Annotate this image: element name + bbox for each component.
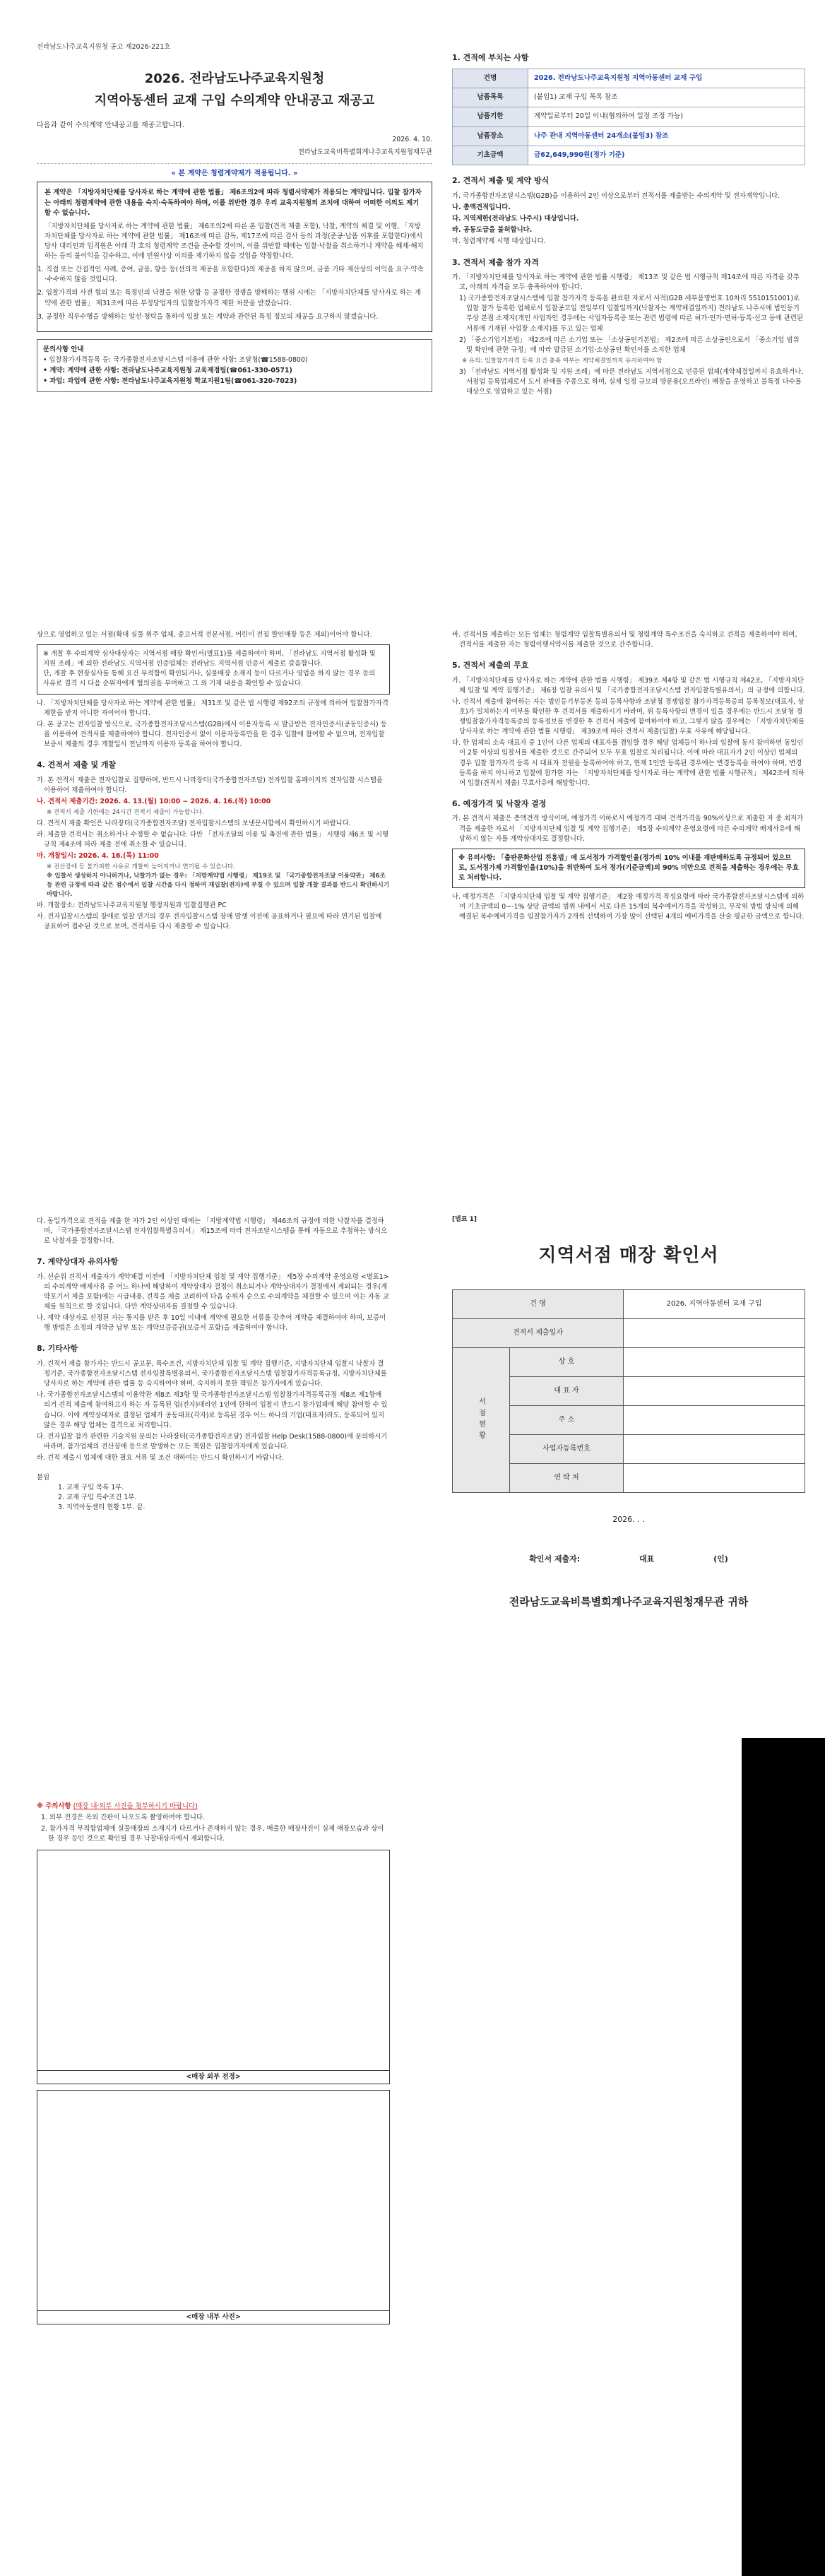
list-item: 가. 국가종합전자조달시스템(G2B)을 이용하여 2인 이상으로부터 견적서를 제출받는 수의계약 및 전자계약입니다. xyxy=(452,191,781,200)
integrity-para: 본 계약은 「지방자치단체를 당사자로 하는 계약에 관한 법률」 제6조의2에 따라 청렴서약제가 적용되는 계약입니다. 입찰 참가자는 아래의 청렴계약에 관한 내용을 숙지·숙독하여야 하며, 이를 위반한 경우 우리 교육지원청의 조치에 대하여 어떠한 이의도 제기할 수 없습니다. xyxy=(44,189,422,217)
section-heading: 3. 견적서 제출 참가 자격 xyxy=(452,257,539,267)
photo-caption: <매장 내부 사진> xyxy=(37,2310,389,2322)
table-value: (붙임1) 교재 구입 목록 참조 xyxy=(528,88,805,107)
bidder-label: 서점현황 xyxy=(453,1347,510,1492)
contact-box xyxy=(37,339,432,392)
list-item: 다. 전자입찰 참가 관련한 기술지원 문의는 나라장터(국가종합전자조달) 전자입찰 Help Desk(1588-0800)에 문의하시기 바라며, 참가업체의 전산장애 등으로 발생하는 모든 책임은 입찰참가자에게 있습니다. xyxy=(37,1432,388,1451)
cert-field[interactable] xyxy=(624,1463,805,1492)
integrity-box xyxy=(37,182,432,331)
table-value: 나주 관내 지역아동센터 24개소(붙임3) 참조 xyxy=(528,126,805,146)
list-item: 마. 개찰일시: 2026. 4. 16.(목) 11:00 xyxy=(37,852,159,861)
notice-box xyxy=(37,644,390,694)
integrity-para: 「지방자치단체를 당사자로 하는 계약에 관한 법률」 제6조의2에 따른 본 입찰(견적 제출 포함), 낙찰, 계약의 체결 및 이행, 「지방자치단체를 당사자로 하는 계약에 관한 법률」 제16조에 따른 감독, 제17조에 따른 검사 등의 과정(준공·납품 이후를 포함한다)에서 당사 대리인과 임직원은 아래 각 호의 청렴계약 조건을 준수할 것이며, 이를 위반할 때에는 입찰·낙찰을 취소하거나 계약을 해제·해지하는 등의 불이익을 감수하고, 이에 민원사상 이의를 제기하지 않을 것임을 약정합니다. xyxy=(44,222,424,261)
paragraph: 나. 「지방자치단체를 당사자로 하는 계약에 관한 법률」 제31조 및 같은 법 시행령 제92조의 규정에 의하여 입찰참가자격 제한을 받지 아니한 자이어야 합니다. xyxy=(37,699,388,717)
note: ※ 견적서 제출 기한에는 24시간 견적서 제출이 가능합니다. xyxy=(47,808,204,816)
list-item: 라. 견적 제출시 업체에 대한 필요 서류 및 조건 대하여는 반드시 확인하시기 바랍니다. xyxy=(37,1453,284,1462)
table-label: 납품장소 xyxy=(453,126,528,146)
table-label: 건명 xyxy=(453,69,528,88)
doc-title: 2026. 전라남도나주교육지원청 xyxy=(144,71,325,87)
note: ※ 입찰서 생성하지 아니하거나, 낙찰가가 없는 경우: 「지방계약법 시행령」 제19조 및 「국가종합전자조달 이용약관」 제6조 등 관련 규정에 따라 같은 점수에서 입찰 시간을 다시 정하여 재입찰(전자)에 부칠 수 있으며 입찰 개찰 결과를 반드시 확인하시기 바랍니다. xyxy=(47,873,390,898)
black-region xyxy=(742,1738,825,2576)
section-heading: 1. 견적에 부치는 사항 xyxy=(452,53,529,62)
list-item: 가. 본 견적서 제출은 전자입찰로 집행하며, 반드시 나라장터(국가종합전자조달) 전자입찰 홈페이지의 전자입찰 시스템을 이용하여 제출하여야 합니다. xyxy=(37,776,383,794)
warning-box: ※ 유의사항: 「출판문화산업 진흥법」에 도서정가 가격할인율(정가의 10% 이내를 재판매하도록 규정되어 있으므로, 도서정가제 가격할인율(10%)을 위반하여 도서 정가(기준금액)의 90% 미만으로 견적을 제출하는 경우에는 무효로 처리합니다. xyxy=(452,849,805,888)
cert-label: 견적서 제출일자 xyxy=(453,1318,624,1347)
contact-line: • 계약: 계약에 관한 사항: 전라남도나주교육지원청 교육재정팀(☎061-330-0571) xyxy=(43,367,292,374)
attach-title: 붙임 xyxy=(37,1474,50,1482)
list-item: 다. 한 업체의 소속 대표자 중 1인이 다른 업체의 대표자를 겸임할 경우 해당 업체들이 하나의 입찰에 동시 참여하면 동일인이 2통 이상의 입찰서를 제출한 것으로 간주되어 모두 무효 입찰로 처리됩니다. 이에 따라 대표자가 2인 이상인 업체의 경우 입찰 참가자격 등록 시 대표자 전원을 등록하여야 하고, 현재 1인만 등록된 경우에는 변경등록을 하여야 하며, 변경등록을 하지 아니하고 입찰에 참가한 자는 「지방자치단체를 당사자로 하는 계약에 관한 법률 시행규칙」 제42조에 의하여 입찰(견적서 제출) 무효사유에 해당합니다. xyxy=(452,739,805,787)
list-item: 나. 예정가격은 「지방자치단체 입찰 및 계약 집행기준」 제2장 예정가격 작성요령에 따라 국가종합전자조달시스템에 의하여 기초금액의 0~-1% 상당 금액의 범위 내에서 서로 다른 15개의 복수예비가격을 작성하고, 무작위 방법 방식에 의해 예결된 복수예비가격을 입찰참가자가 2개씩 선택하여 가장 많이 선택된 4개의 예비가격을 산술 평균한 금액으로 합니다. xyxy=(452,893,805,921)
contact-line: • 입찰참가자격등록 등: 국가종합전자조달시스템 이용에 관한 사항: 조달청(☎1588-0800) xyxy=(43,355,308,364)
cert-title: 지역서점 매장 확인서 xyxy=(538,1244,719,1266)
page-2 xyxy=(452,42,805,398)
contract-info-table xyxy=(452,69,805,166)
cert-label: 상 호 xyxy=(510,1347,624,1376)
list-item: 가. 본 견적서 제출은 총액견적 방식이며, 예정가격 이하로서 예정가격 대비 견적가격을 90%이상으로 제출한 자 중 최저가격을 제출한 자로서 「지방자치단체 입찰 및 계약 집행기준」 제5장 수의계약 운영요령에 따른 수의계약 배제사유에 해당하지 않는 자를 계약상대자로 결정합니다. xyxy=(452,815,804,843)
paragraph: 단, 개찰 후 현장실사를 통해 요건 부적합이 확인되거나, 실물매장 소재지 등이 다르거나 영업을 하지 않는 경우 등의 사유로 결격 시 다음 순위자에게 협의권을 부여하고 그 외 기재 내용을 확인할 수 있습니다. xyxy=(43,670,376,688)
cert-label: 주 소 xyxy=(510,1405,624,1434)
list-item: 사. 전자입찰시스템의 장애로 입찰 연기의 경우 전자입찰시스템 장애 발생 이전에 공표하거나 필요에 따라 연기된 입찰에 공표하여 접수된 것으로 보며, 견적서를 다시 제출할 수 있습니다. xyxy=(37,912,382,931)
attachments xyxy=(37,1473,390,1513)
paragraph: ※ 개찰 후 수의계약 심사대상자는 지역서점 매장 확인서(별표1)를 제출하여야 하며, 「전라남도 지역서점 활성화 및 지원 조례」에 의한 전라남도 지역서점 인증업체는 전라남도 지역서점 인증서 제출로 갈음합니다. xyxy=(43,650,376,668)
list-item: 바. 개찰장소: 전라남도나주교육지원청 행정지원과 입찰집행관 PC xyxy=(37,901,227,909)
rep-label: 대표 xyxy=(639,1554,655,1564)
table-label: 납품기한 xyxy=(453,107,528,126)
list-item: 가. 견적서 제출 참가자는 반드시 공고문, 특수조건, 지방자치단체 입찰 및 계약 집행기준, 지방자치단체 입찰시 낙찰자 결정기준, 국가종합전자조달시스템 전자입찰특별유의서, 국가종합전자조달시스템 입찰참가자격등록규정, 지방자치단체를 당사자로 하는 계약에 관한 법률 등 숙지하여야 하며, 숙지하지 못한 책임은 참가자에게 있습니다. xyxy=(37,1359,387,1388)
paragraph: 바. 견적서를 제출하는 모든 업체는 청렴계약 입찰특별유의서 및 청렴계약 특수조건을 숙지하고 견적을 제출하여야 하며, 견적서를 제출한 자는 청렴이행서약서를 제출한 것으로 간주합니다. xyxy=(452,631,797,649)
integrity-item: 1. 직접 또는 간접적인 사례, 증여, 금품, 향응 등(선의적 제공을 포함한다)의 제공을 하지 않으며, 금품 기타 재산상의 이익을 요구·약속·수수하지 않을 것입니다. xyxy=(37,266,424,284)
photo-box-interior[interactable] xyxy=(37,2090,390,2324)
contact-title: 문의사항 안내 xyxy=(43,345,84,353)
lead-text: 다음과 같이 수의계약 안내공고를 재공고합니다. xyxy=(37,122,185,130)
list-item: 나. 견적서 제출에 참여하는 자는 법인등기부등본 등의 등록사항과 조달청 경쟁입찰 참가자격등록증의 등록정보(대표자, 상호)가 일치하는지 여부를 확인한 후 견적서를 제출하시기 바라며, 위 등록사항의 변경이 있을 경우에는 반드시 조달청 경쟁입찰참가자격등록증의 등록정보를 변경한 후 견적서 제출에 참여하여야 하고, 그렇지 않을 경우에는 「지방자치단체를 당사자로 하는 계약에 관한 법률 시행령」 제39조에 따라 견적서 제출(입찰) 무효 사유에 해당됩니다. xyxy=(452,697,805,736)
table-label: 납품목록 xyxy=(453,88,528,107)
cert-field[interactable] xyxy=(624,1434,805,1463)
cert-label: 사업자등록번호 xyxy=(510,1434,624,1463)
issuer: 전라남도교육비특별회계나주교육지원청재무관 xyxy=(297,148,432,157)
note-heading xyxy=(37,1802,390,1812)
note-item: 1. 외부 전경은 옥외 간판이 나오도록 촬영하여야 합니다. xyxy=(41,1814,206,1822)
integrity-notice: « 본 계약은 청렴계약제가 적용됩니다. » xyxy=(37,163,432,179)
photo-caption: <매장 외부 전경> xyxy=(37,2070,389,2082)
list-item: 다. 지역제한(전라남도 나주시) 대상입니다. xyxy=(452,215,579,223)
paragraph: 상으로 영업하고 있는 서점(확대 실물 위주 업체, 중고서적 전문서점, 어린이 전집 할인매장 등은 제외)이어야 합니다. xyxy=(37,631,372,639)
page-5 xyxy=(37,1215,390,1513)
list-item: 라. 제출한 견적서는 취소하거나 수정할 수 없습니다. 다만 「전자조달의 이용 및 촉진에 관한 법률」 시행령 제6조 및 시행규칙 제4조에 따라 제출 전에 취소할 수 있습니다. xyxy=(37,830,388,849)
integrity-item: 2. 입찰가격의 사전 협의 또는 특정인의 낙찰을 위한 담합 등 공정한 경쟁을 방해하는 행위 시에는 「지방자치단체를 당사자로 하는 계약에 관한 법률」 제31조에 따른 부정당업자의 입찰참가자격 제한 처분을 받겠습니다. xyxy=(37,289,421,307)
section-heading: 8. 기타사항 xyxy=(37,1344,78,1354)
page-3 xyxy=(37,629,390,933)
table-value: 2026. 전라남도나주교육지원청 지역아동센터 교재 구입 xyxy=(528,69,805,88)
notice-date: 2026. 4. 10. xyxy=(392,136,432,144)
paragraph: 다. 본 공고는 전자입찰 방식으로, 국가종합전자조달시스템(G2B)에서 이용자등록 시 발급받은 전자인증서(공동인증서) 등을 이용하여 견적서를 제출하여야 합니다. 전자인증서 없이 이용자등록만을 한 경우 입찰에 참여할 수 없으며, 전자입찰 보증서 제출의 경우 개찰일시 전날까지 이용자 등록을 하여야 합니다. xyxy=(37,720,387,748)
section-heading: 7. 계약상대자 유의사항 xyxy=(37,1257,119,1267)
appendix-label: [별표 1] xyxy=(452,1216,477,1223)
page-7 xyxy=(37,1802,390,2330)
cert-field[interactable] xyxy=(624,1405,805,1434)
list-item: 가. 선순위 견적서 제출자가 계약체결 이전에 「지방자치단체 입찰 및 계약 집행기준」 제5장 수의계약 운영요령 <별표1>의 수의계약 배제사유 중 어느 하나에 해당하여 계약상대자 결정이 취소되거나 계약상대자가 결정에서 제외되는 경우(계약포기서 제출 포함)에는 시급내용, 견적을 제출 고려하여 다음 순위자 순으로 수의계약을 체결할 수 있으며 이는 자동 교체를 원칙으로 할 것입니다. 다만 계약상대자를 결정할 수 있습니다. xyxy=(37,1272,390,1311)
cert-label: 건 명 xyxy=(453,1289,624,1318)
cert-field[interactable] xyxy=(624,1347,805,1376)
list-item: 라. 공동도급을 불허합니다. xyxy=(452,226,533,235)
paragraph: 다. 동일가격으로 견적을 제출 한 자가 2인 이상인 때에는 「지방계약법 시행령」 제46조의 규정에 의한 낙찰자를 결정하며, 「국가종합전자조달시스템 전자입찰특별유의서」 제15조에 따라 전자조달시스템을 통해 자동으로 추첨하는 방식으로 낙찰자를 결정합니다. xyxy=(37,1217,388,1246)
page-1 xyxy=(37,42,432,392)
cert-date: 2026. . . xyxy=(612,1514,645,1524)
cert-value: 2026. 지역아동센터 교재 구입 xyxy=(624,1289,805,1318)
cert-signature xyxy=(452,1554,805,1566)
note-item: 2. 참가자격 부적합업체에 실물매장의 소재지가 다르거나 존재하지 않는 경우, 매출한 매장사진이 실제 매장모습과 상이한 경우 등인 것으로 확인될 경우 낙찰대상자에서 제외합니다. xyxy=(41,1825,384,1843)
section-heading: 6. 예정가격 및 낙찰자 결정 xyxy=(452,798,547,808)
list-item: 3) 「전라남도 지역서점 활성화 및 지원 조례」에 따른 전라남도 지역서점으로 인증된 업체(계약체결일까지 유효하거나, 서점업 등록업체로서 도서 판매를 주종으로 하며, 실제 일정 규모의 방문용(오프라인) 매장을 운영하고 불특정 다수를 대상으로 영업하고 있는 서점) xyxy=(459,367,804,396)
seal-label: (인) xyxy=(713,1554,728,1564)
list-item: 마. 청렴계약제 시행 대상입니다. xyxy=(452,237,546,246)
note: ※ 유의: 입찰참가자격 등록 요건 충족 여부는 계약체결일까지 유지하여야 함 xyxy=(462,357,663,365)
doc-number: 전라남도나주교육지원청 공고 제2026-221호 xyxy=(37,43,171,51)
section-heading: 5. 견적서 제출의 무효 xyxy=(452,661,529,670)
integrity-item: 3. 공정한 직무수행을 방해하는 알선·청탁을 통하여 입찰 또는 계약과 관련된 특정 정보의 제공을 요구하지 않겠습니다. xyxy=(37,312,379,321)
attach-item: 1. 교재 구입 목록 1부. xyxy=(58,1484,124,1492)
cert-table xyxy=(452,1289,805,1493)
section-heading: 4. 견적서 제출 및 개찰 xyxy=(37,760,117,770)
attach-item: 2. 교재 구입 특수조건 1부. xyxy=(58,1494,137,1502)
table-value: 금62,649,990원(정가 기준) xyxy=(528,146,805,165)
list-item: 1) 국가종합전자조달시스템에 입찰 참가자격 등록을 완료한 자로서 서적(G2B 세부품명번호 10차리 5510151001)로 입찰 참가 등록한 업체로서 입찰공고일 전일부터 입찰일까지(낙찰자는 계약체결일까지) 전라남도 나주시에 법인등기부상 본점 소재지(개인 사업자인 경우에는 사업자등록증 또는 관련 법령에 따른 허가·인가·면허·등록·신고 등에 관련된 서류에 기재된 사업장 소재지)를 두고 있는 업체 xyxy=(459,295,803,333)
photo-box-exterior[interactable] xyxy=(37,1850,390,2084)
section-heading: 2. 견적서 제출 및 계약 방식 xyxy=(452,176,550,186)
note: ※ 전산장애 등 불가피한 사유로 개찰이 늦어지거나 연기될 수 있습니다. xyxy=(47,863,235,871)
list-item: 나. 총액견적입니다. xyxy=(452,203,511,212)
list-item: 나. 견적서 제출기간: 2026. 4. 13.(월) 10:00 ~ 2026. 4. 16.(목) 10:00 xyxy=(37,797,271,805)
page-6 xyxy=(452,1215,805,1609)
cert-field[interactable] xyxy=(624,1376,805,1405)
note-link[interactable]: (매장 내·외부 사진을 첨부하시기 바랍니다) xyxy=(73,1802,198,1810)
cert-addressee: 전라남도교육비특별회계나주교육지원청재무관 귀하 xyxy=(509,1595,749,1608)
attach-item: 3. 지역아동센터 현황 1부. 끝. xyxy=(58,1503,146,1512)
table-label: 기초금액 xyxy=(453,146,528,165)
list-item: 나. 국가종합전자조달시스템의 이용약관 제8조 제3항 및 국가종합전자조달시스템 입찰참가자격등록규정 제8조 제1항에 의거 견적 제출에 참여하고자 하는 자 등록된 업(전자)대리인 1인에 한하여 입찰시 반드시 참가업체에 해당 참여할 수 있습니다. 이에 계약상대자로 결정된 업체가 공동대표(각자)로 등록된 경우 어느 하나의 기업(대표자)라도, 등록되어 있지 않은 경우 해당 업체는 결격으로 처리합니다. xyxy=(37,1391,388,1429)
doc-subtitle: 지역아동센터 교재 구입 수의계약 안내공고 재공고 xyxy=(94,93,375,109)
list-item: 가. 「지방자치단체를 당사자로 하는 계약에 관한 법률 시행령」 제13조 및 같은 법 시행규칙 제14조에 따른 자격을 갖추고, 아래의 자격을 모두 충족하여야 합니다. xyxy=(452,273,800,292)
list-item: 나. 계약 대상자로 선정된 자는 통지를 받은 후 10일 이내에 계약에 필요한 서류를 갖추어 계약을 체결하여야 하며, 보증이행 방법은 소정의 계약금 납부 또는 계약보증증권(보증서 포함)을 제출하여야 합니다. xyxy=(37,1314,386,1333)
list-item: 2) 「중소기업기본법」 제2조에 따른 소기업 또는 「소상공인기본법」 제2조에 따른 소상공인으로서 「중소기업 범위 및 확인에 관한 규정」에 따라 발급된 소기업·소상공인 확인서를 소지한 업체 xyxy=(459,336,800,354)
cert-value[interactable] xyxy=(624,1318,805,1347)
contact-line: • 과업: 과업에 관한 사항: 전라남도나주교육지원청 학교지원1팀(☎061-320-7023) xyxy=(43,377,297,386)
cert-label: 연 락 처 xyxy=(510,1463,624,1492)
note-title: ※ 주의사항 xyxy=(37,1802,71,1810)
page-4 xyxy=(452,629,805,923)
cert-label: 대 표 자 xyxy=(510,1376,624,1405)
list-item: 가. 「지방자치단체를 당사자로 하는 계약에 관한 법률 시행령」 제39조 제4항 및 같은 법 시행규칙 제42조, 「지방자치단체 입찰 및 계약 집행기준」 제6장 입찰 유의서 및 「국가종합전자조달시스템 전자입찰특별유의서」의 규정에 의합니다. xyxy=(452,676,805,695)
submitter-label: 확인서 제출자: xyxy=(529,1554,581,1564)
list-item: 다. 견적서 제출 확인은 나라장터(국가종합전자조달) 전자입찰시스템의 보낸문서함에서 확인하시기 바랍니다. xyxy=(37,819,351,827)
table-value: 계약일로부터 20일 이내(협의하여 일정 조정 가능) xyxy=(528,107,805,126)
